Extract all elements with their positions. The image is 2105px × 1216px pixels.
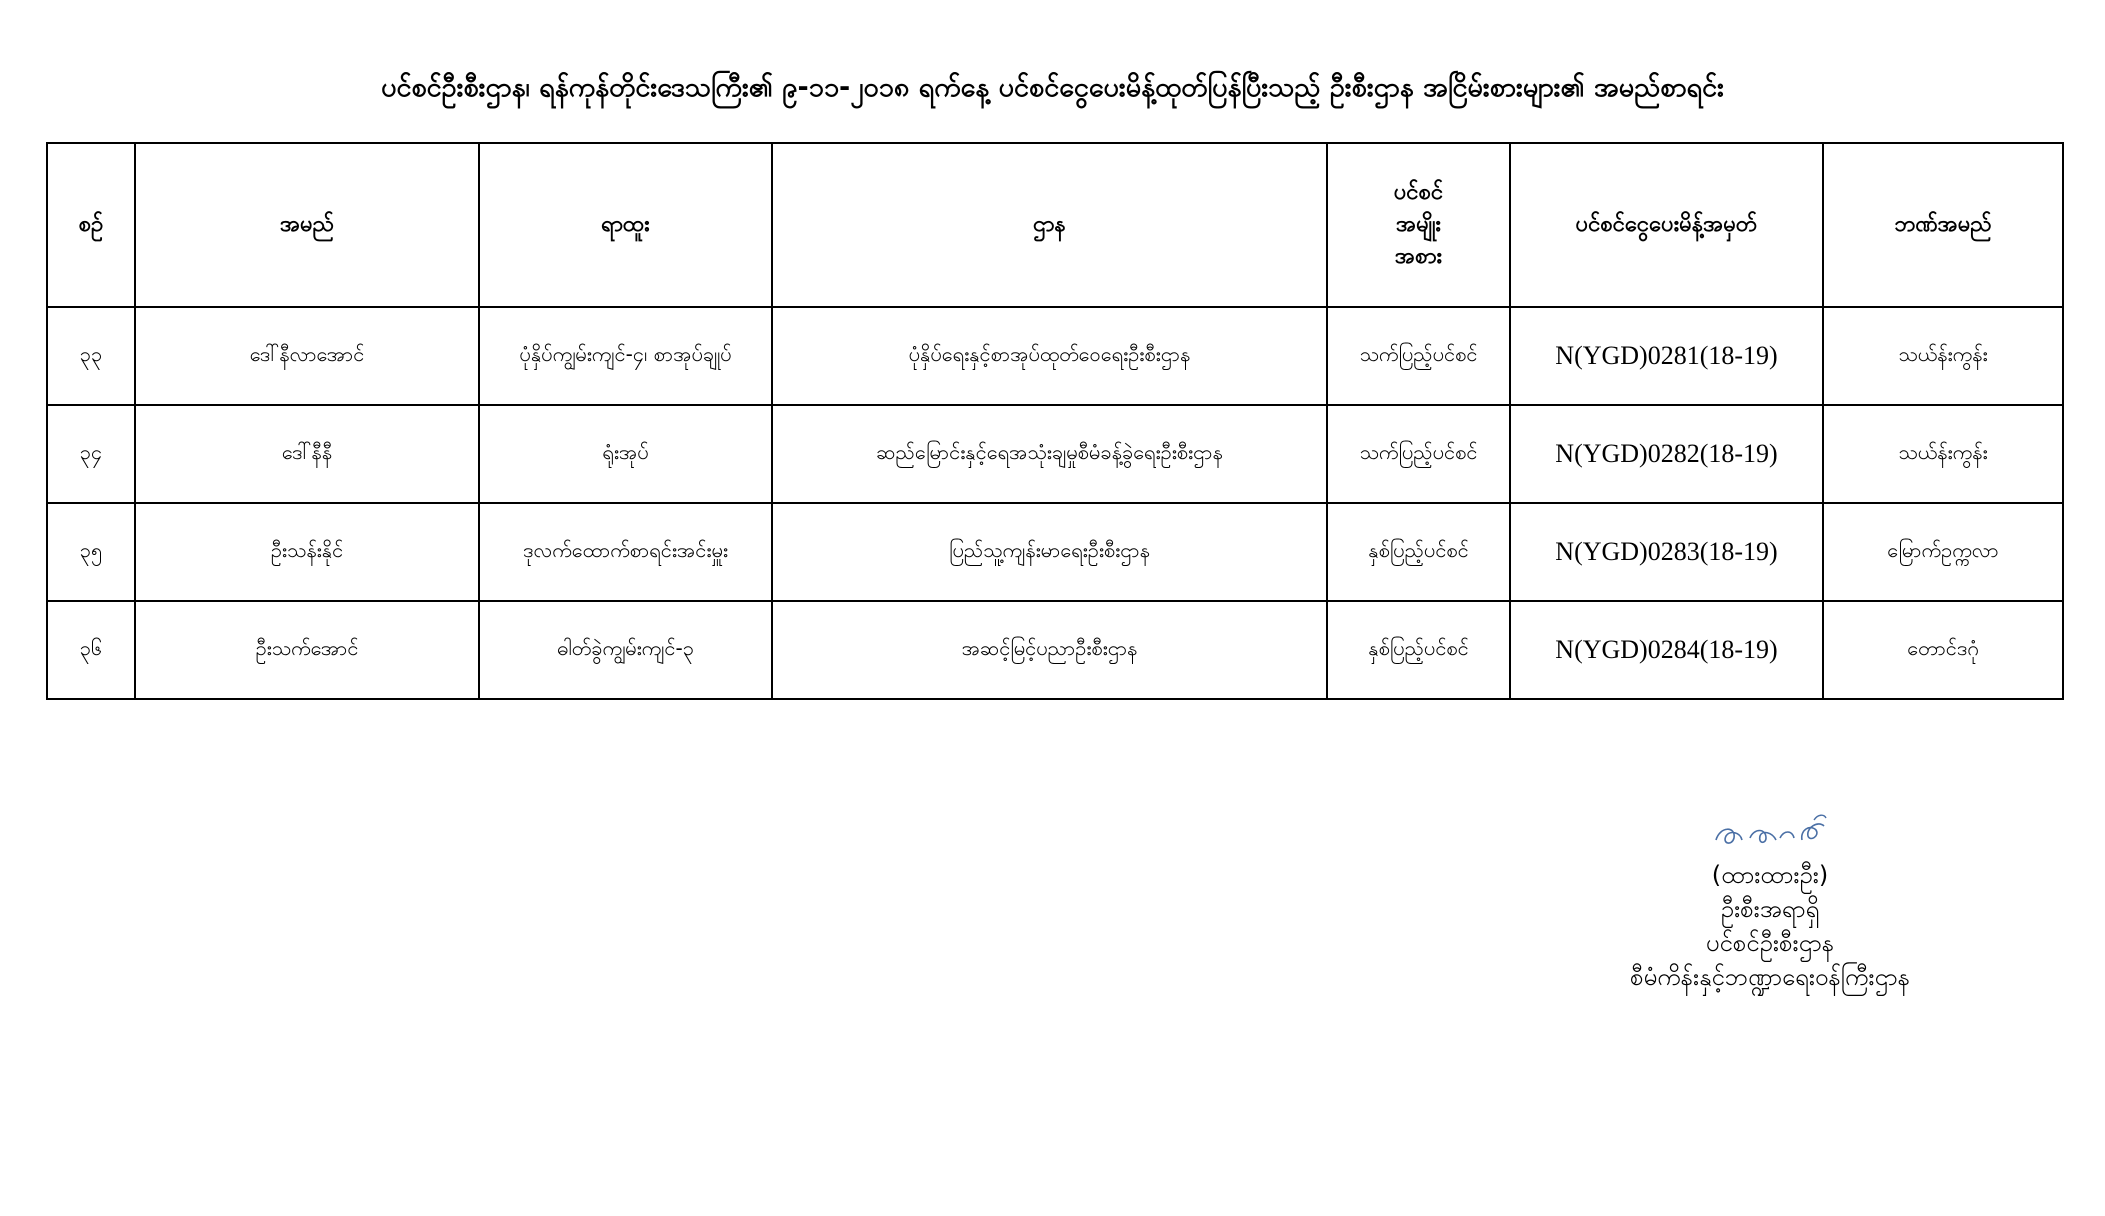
cell-bank: မြောက်ဥက္ကလာ [1823,503,2063,601]
header-position: ရာထူး [479,143,772,307]
cell-department: ပြည်သူ့ကျန်းမာရေးဦးစီးဌာန [772,503,1327,601]
handwritten-signature [1710,808,1850,858]
cell-no: ၃၃ [47,307,135,405]
header-order-no: ပင်စင်ငွေပေးမိန့်အမှတ် [1510,143,1823,307]
signature-block [1550,858,1990,994]
table-row [47,307,2063,405]
cell-name: ဦးသက်အောင် [135,601,479,699]
cell-pension-type: နှစ်ပြည့်ပင်စင် [1327,601,1510,699]
cell-position: ဓါတ်ခွဲကျွမ်းကျင်-၃ [479,601,772,699]
cell-pension-type: နှစ်ပြည့်ပင်စင် [1327,503,1510,601]
cell-name: ဒေါ်နီနီ [135,405,479,503]
signatory-ministry: စီမံကိန်းနှင့်ဘဏ္ဍာရေးဝန်ကြီးဌာန [1629,963,1911,991]
cell-no: ၃၆ [47,601,135,699]
table-row [47,601,2063,699]
cell-order-no: N(YGD)0281(18-19) [1510,307,1823,405]
cell-bank: တောင်ဒဂုံ [1823,601,2063,699]
header-pension-type-line: အမျိုး [1396,212,1441,237]
cell-department: ပုံနှိပ်ရေးနှင့်စာအုပ်ထုတ်ဝေရေးဦးစီးဌာန [772,307,1327,405]
cell-name: ဦးသန်းနိုင် [135,503,479,601]
cell-department: အဆင့်မြင့်ပညာဦးစီးဌာန [772,601,1327,699]
cell-department: ဆည်မြောင်းနှင့်ရေအသုံးချမှုစီမံခန့်ခွဲရေးဦးစီးဌာန [772,405,1327,503]
cell-no: ၃၄ [47,405,135,503]
cell-pension-type: သက်ပြည့်ပင်စင် [1327,405,1510,503]
header-department: ဌာန [772,143,1327,307]
document-title: ပင်စင်ဦးစီးဌာန၊ ရန်ကုန်တိုင်းဒေသကြီး၏ ၉-၁၁-၂၀၁၈ ရက်နေ့ ပင်စင်ငွေပေးမိန့်ထုတ်ပြန်ပြီးသည့် ဦးစီးဌာန အငြိမ်းစားများ၏ အမည်စာရင်း [381,72,1724,103]
cell-name: ဒေါ်နီလာအောင် [135,307,479,405]
signatory-department: ပင်စင်ဦးစီးဌာန [1705,929,1835,957]
cell-order-no: N(YGD)0282(18-19) [1510,405,1823,503]
signatory-name: (ထားထားဦး) [1711,861,1829,889]
table-header-row [47,143,2063,307]
header-name: အမည် [135,143,479,307]
header-pension-type-line: ပင်စင် [1393,180,1444,205]
header-no: စဥ် [47,143,135,307]
pensioner-table [46,142,2064,700]
cell-order-no: N(YGD)0283(18-19) [1510,503,1823,601]
cell-position: ရုံးအုပ် [479,405,772,503]
header-pension-type-line: အစား [1394,244,1443,269]
cell-order-no: N(YGD)0284(18-19) [1510,601,1823,699]
cell-bank: သယ်န်းကွန်း [1823,405,2063,503]
table-row [47,503,2063,601]
cell-bank: သယ်န်းကွန်း [1823,307,2063,405]
header-bank: ဘဏ်အမည် [1823,143,2063,307]
header-pension-type [1327,143,1510,307]
signatory-title: ဦးစီးအရာရှိ [1720,895,1820,923]
table-row [47,405,2063,503]
cell-position: ပုံနှိပ်ကျွမ်းကျင်-၄၊ စာအုပ်ချုပ် [479,307,772,405]
cell-position: ဒုလက်ထောက်စာရင်းအင်းမှူး [479,503,772,601]
cell-pension-type: သက်ပြည့်ပင်စင် [1327,307,1510,405]
cell-no: ၃၅ [47,503,135,601]
